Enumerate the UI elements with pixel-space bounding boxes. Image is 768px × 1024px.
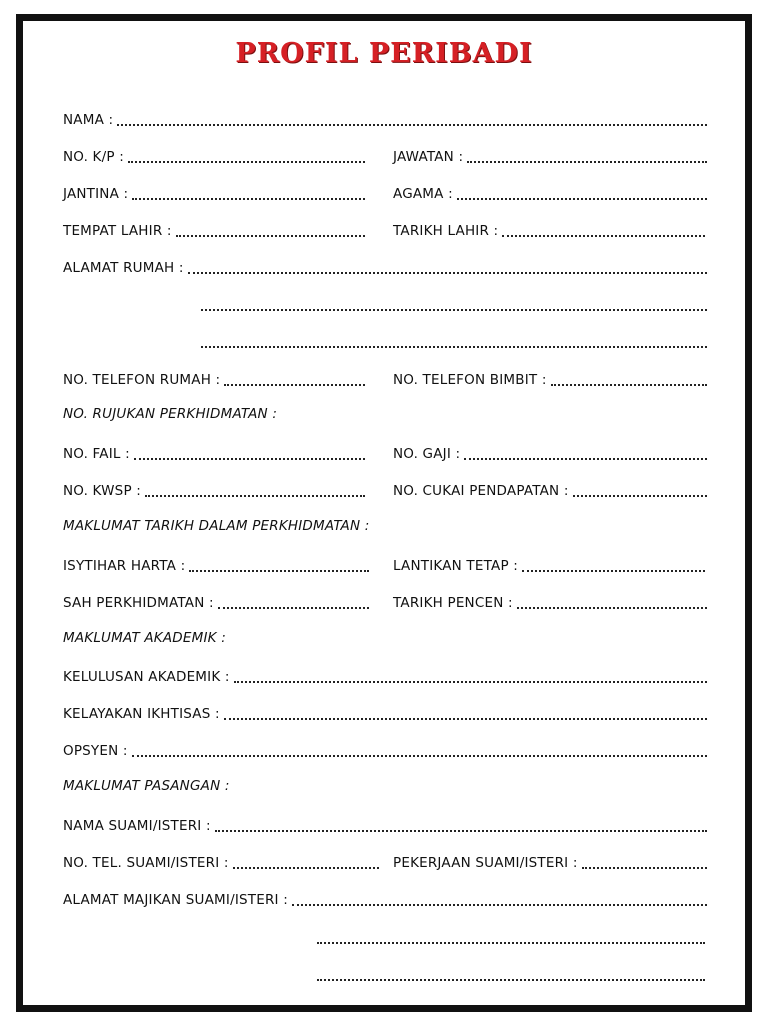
label-tarikh-pencen: TARIKH PENCEN :: [393, 595, 513, 611]
form-page-frame: [16, 14, 752, 1012]
field-no-telefon-bimbit[interactable]: [393, 367, 707, 389]
alamat-rumah-input-line-2[interactable]: [201, 295, 707, 311]
label-no-tel-suami-isteri: NO. TEL. SUAMI/ISTERI :: [63, 855, 229, 871]
label-nama: NAMA :: [63, 112, 114, 128]
tarikh-pencen-input-line[interactable]: [517, 593, 707, 609]
field-alamat-majikan-line-2[interactable]: [317, 925, 705, 947]
label-no-kp: NO. K/P :: [63, 149, 124, 165]
row-tel-pekerjaan: [23, 850, 745, 872]
field-kelulusan-akademik[interactable]: [63, 664, 707, 686]
section-heading-tarikh: MAKLUMAT TARIKH DALAM PERKHIDMATAN :: [63, 518, 370, 534]
field-lantikan-tetap[interactable]: [393, 553, 705, 575]
label-tempat-lahir: TEMPAT LAHIR :: [63, 223, 172, 239]
row-harta-lantikan: [23, 553, 745, 575]
section-heading-akademik: MAKLUMAT AKADEMIK :: [63, 630, 226, 646]
tempat-lahir-input-line[interactable]: [176, 221, 365, 237]
no-cukai-pendapatan-input-line[interactable]: [573, 481, 707, 497]
alamat-majikan-input-line-1[interactable]: [292, 890, 707, 906]
row-heading-rujukan: [23, 403, 745, 425]
no-fail-input-line[interactable]: [134, 444, 365, 460]
label-agama: AGAMA :: [393, 186, 453, 202]
label-no-telefon-rumah: NO. TELEFON RUMAH :: [63, 372, 221, 388]
label-tarikh-lahir: TARIKH LAHIR :: [393, 223, 499, 239]
row-lahir: [23, 218, 745, 240]
row-heading-pasangan: [23, 775, 745, 797]
row-kp-jawatan: [23, 144, 745, 166]
field-tarikh-pencen[interactable]: [393, 590, 707, 612]
label-sah-perkhidmatan: SAH PERKHIDMATAN :: [63, 595, 214, 611]
alamat-majikan-input-line-3[interactable]: [317, 965, 705, 981]
label-no-fail: NO. FAIL :: [63, 446, 130, 462]
row-alamat-rumah-3: [23, 329, 745, 351]
field-jawatan[interactable]: [393, 144, 707, 166]
label-no-gaji: NO. GAJI :: [393, 446, 461, 462]
field-isytihar-harta[interactable]: [63, 553, 369, 575]
no-telefon-bimbit-input-line[interactable]: [551, 370, 707, 386]
section-heading-rujukan: NO. RUJUKAN PERKHIDMATAN :: [63, 406, 278, 422]
field-no-telefon-rumah[interactable]: [63, 367, 365, 389]
row-alamat-majikan-3: [23, 962, 745, 984]
label-alamat-rumah: ALAMAT RUMAH :: [63, 260, 184, 276]
section-heading-pasangan: MAKLUMAT PASANGAN :: [63, 778, 230, 794]
jawatan-input-line[interactable]: [467, 147, 707, 163]
row-ikhtisas: [23, 701, 745, 723]
nama-input-line[interactable]: [117, 110, 707, 126]
no-gaji-input-line[interactable]: [464, 444, 707, 460]
row-kwsp-cukai: [23, 478, 745, 500]
field-no-fail[interactable]: [63, 441, 365, 463]
row-nama-pasangan: [23, 813, 745, 835]
field-alamat-majikan[interactable]: [63, 887, 707, 909]
field-no-cukai-pendapatan[interactable]: [393, 478, 707, 500]
label-pekerjaan-suami-isteri: PEKERJAAN SUAMI/ISTERI :: [393, 855, 578, 871]
row-alamat-majikan: [23, 887, 745, 909]
alamat-rumah-input-line-3[interactable]: [201, 332, 707, 348]
row-telefon: [23, 367, 745, 389]
label-nama-suami-isteri: NAMA SUAMI/ISTERI :: [63, 818, 211, 834]
row-sah-pencen: [23, 590, 745, 612]
label-opsyen: OPSYEN :: [63, 743, 128, 759]
row-alamat-rumah: [23, 255, 745, 277]
no-telefon-rumah-input-line[interactable]: [224, 370, 365, 386]
row-opsyen: [23, 738, 745, 760]
row-heading-akademik: [23, 627, 745, 649]
field-alamat-rumah-line-2[interactable]: [201, 292, 707, 314]
field-no-kp[interactable]: [63, 144, 365, 166]
field-no-tel-suami-isteri[interactable]: [63, 850, 379, 872]
field-agama[interactable]: [393, 181, 707, 203]
label-no-kwsp: NO. KWSP :: [63, 483, 142, 499]
row-kelulusan: [23, 664, 745, 686]
row-heading-tarikh: [23, 515, 745, 537]
label-no-cukai-pendapatan: NO. CUKAI PENDAPATAN :: [393, 483, 569, 499]
label-isytihar-harta: ISYTIHAR HARTA :: [63, 558, 186, 574]
row-nama: [23, 107, 745, 129]
kelulusan-akademik-input-line[interactable]: [234, 667, 707, 683]
no-kwsp-input-line[interactable]: [145, 481, 365, 497]
field-pekerjaan-suami-isteri[interactable]: [393, 850, 707, 872]
field-tarikh-lahir[interactable]: [393, 218, 705, 240]
field-opsyen[interactable]: [63, 738, 707, 760]
sah-perkhidmatan-input-line[interactable]: [218, 593, 369, 609]
jantina-input-line[interactable]: [132, 184, 365, 200]
field-alamat-rumah-line-3[interactable]: [201, 329, 707, 351]
field-kelayakan-ikhtisas[interactable]: [63, 701, 707, 723]
row-fail-gaji: [23, 441, 745, 463]
row-alamat-rumah-2: [23, 292, 745, 314]
alamat-rumah-input-line-1[interactable]: [188, 258, 707, 274]
agama-input-line[interactable]: [457, 184, 707, 200]
tarikh-lahir-input-line[interactable]: [502, 221, 705, 237]
row-alamat-majikan-2: [23, 925, 745, 947]
pekerjaan-suami-isteri-input-line[interactable]: [582, 853, 707, 869]
field-sah-perkhidmatan[interactable]: [63, 590, 369, 612]
row-jantina-agama: [23, 181, 745, 203]
label-no-telefon-bimbit: NO. TELEFON BIMBIT :: [393, 372, 547, 388]
nama-suami-isteri-input-line[interactable]: [215, 816, 707, 832]
field-alamat-majikan-line-3[interactable]: [317, 962, 705, 984]
isytihar-harta-input-line[interactable]: [189, 556, 369, 572]
label-jantina: JANTINA :: [63, 186, 129, 202]
field-nama-suami-isteri[interactable]: [63, 813, 707, 835]
field-jantina[interactable]: [63, 181, 365, 203]
label-jawatan: JAWATAN :: [393, 149, 464, 165]
kelayakan-ikhtisas-input-line[interactable]: [224, 704, 707, 720]
label-lantikan-tetap: LANTIKAN TETAP :: [393, 558, 519, 574]
no-kp-input-line[interactable]: [128, 147, 365, 163]
label-kelayakan-ikhtisas: KELAYAKAN IKHTISAS :: [63, 706, 220, 722]
field-nama[interactable]: [63, 107, 707, 129]
label-kelulusan-akademik: KELULUSAN AKADEMIK :: [63, 669, 230, 685]
field-tempat-lahir[interactable]: [63, 218, 365, 240]
opsyen-input-line[interactable]: [132, 741, 707, 757]
lantikan-tetap-input-line[interactable]: [522, 556, 705, 572]
no-tel-suami-isteri-input-line[interactable]: [233, 853, 379, 869]
form-title: PROFIL PERIBADI: [235, 38, 533, 69]
alamat-majikan-input-line-2[interactable]: [317, 928, 705, 944]
label-alamat-majikan: ALAMAT MAJIKAN SUAMI/ISTERI :: [63, 892, 288, 908]
field-alamat-rumah[interactable]: [63, 255, 707, 277]
field-no-kwsp[interactable]: [63, 478, 365, 500]
field-no-gaji[interactable]: [393, 441, 707, 463]
